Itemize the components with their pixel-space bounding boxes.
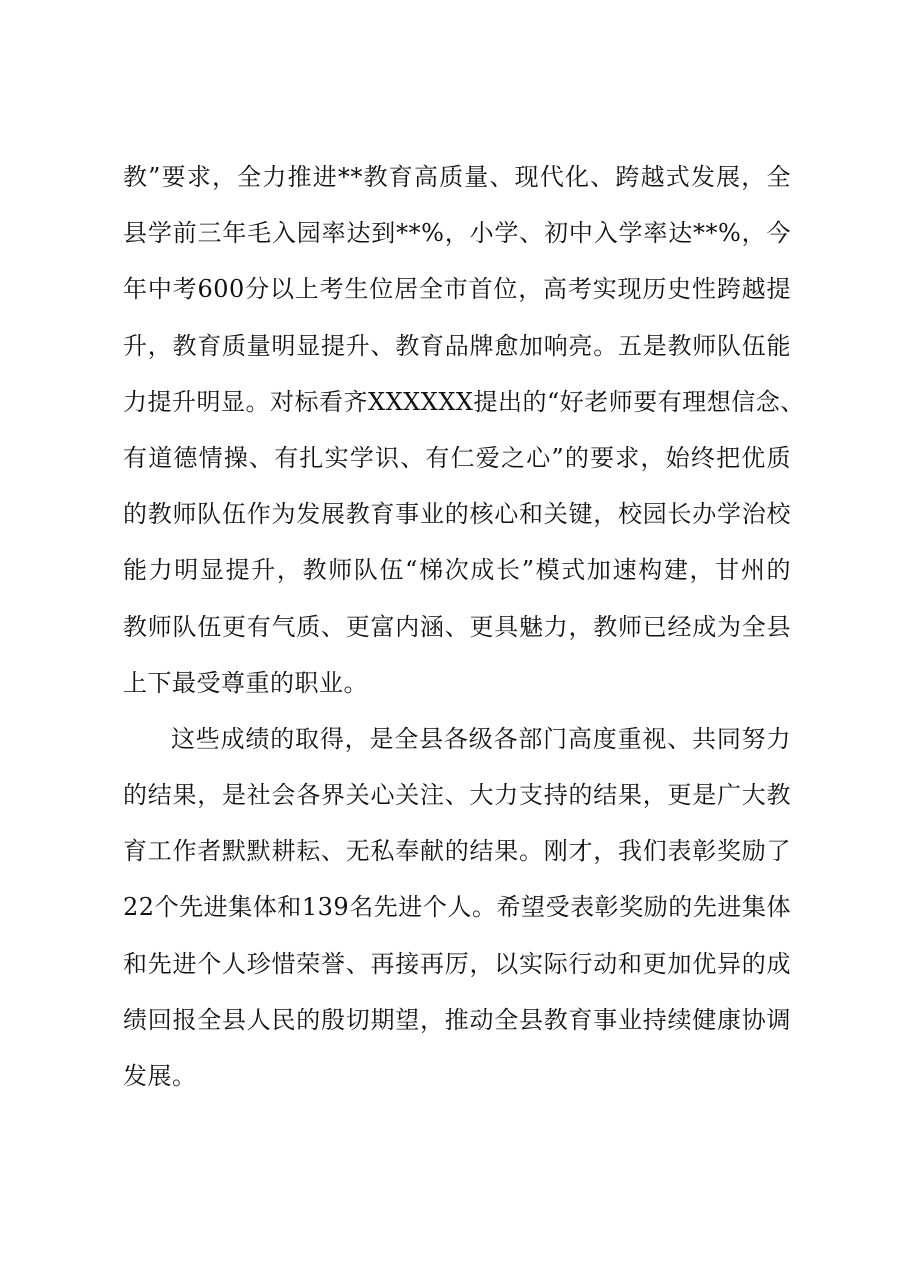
paragraph-line: 这些成绩的取得，是全县各级各部门高度重视、共同努力: [171, 724, 791, 753]
paragraph-line: 年中考600分以上考生位居全市首位，高考实现历史性跨越提: [123, 275, 791, 304]
paragraph-2: [123, 723, 791, 1092]
paragraph-line: 有道德情操、有扎实学识、有仁爱之心”的要求，始终把优质: [123, 443, 791, 472]
paragraph-line: 教师队伍更有气质、更富内涵、更具魅力，教师已经成为全县: [123, 612, 791, 641]
paragraph-line: 和先进个人珍惜荣誉、再接再厉，以实际行动和更加优异的成: [123, 949, 791, 978]
paragraph-line: 力提升明显。对标看齐XXXXXX提出的“好老师要有理想信念、: [123, 387, 805, 416]
document-body: [123, 161, 805, 1116]
paragraph-line: 教”要求，全力推进**教育高质量、现代化、跨越式发展，全: [123, 163, 791, 191]
paragraph-line: 县学前三年毛入园率达到**%，小学、初中入学率达**%，今: [123, 219, 791, 248]
paragraph-line: 能力明显提升，教师队伍“梯次成长”模式加速构建，甘州的: [123, 556, 791, 585]
paragraph-line: 育工作者默默耕耘、无私奉献的结果。刚才，我们表彰奖励了: [123, 837, 791, 866]
paragraph-line: 升，教育质量明显提升、教育品牌愈加响亮。五是教师队伍能: [123, 331, 791, 360]
paragraph-line: 上下最受尊重的职业。: [123, 668, 368, 697]
paragraph-line: 发展。: [123, 1062, 197, 1090]
paragraph-line: 绩回报全县人民的殷切期望，推动全县教育事业持续健康协调: [123, 1005, 791, 1034]
paragraph-line: 22个先进集体和139名先进个人。希望受表彰奖励的先进集体: [123, 893, 791, 922]
paragraph-line: 的结果，是社会各界关心关注、大力支持的结果，更是广大教: [123, 781, 791, 810]
paragraph-1: [123, 161, 805, 699]
paragraph-line: 的教师队伍作为发展教育事业的核心和关键，校园长办学治校: [123, 500, 791, 529]
